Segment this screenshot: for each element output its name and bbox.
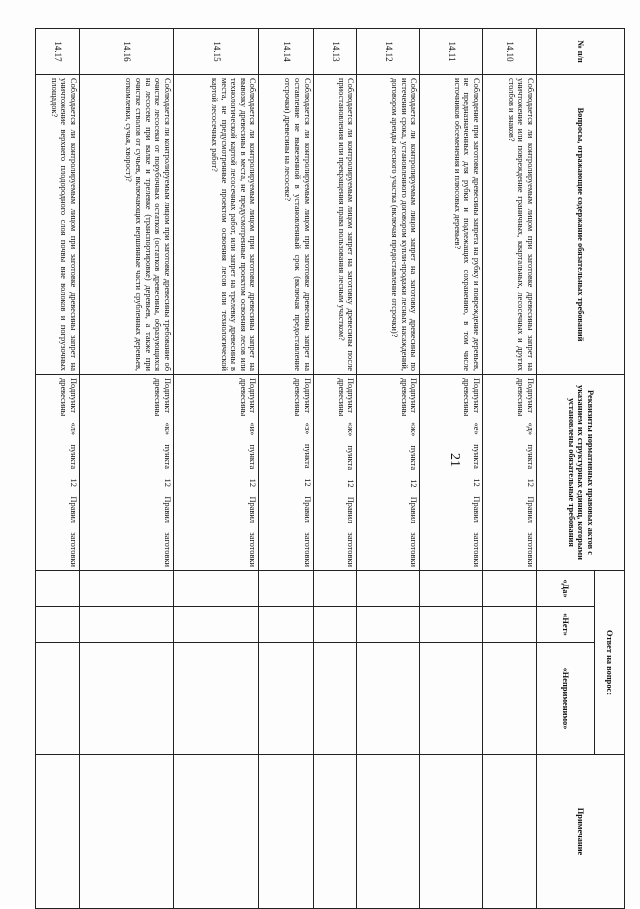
table-row [482,29,536,909]
answer-no-cell [482,607,536,643]
answer-yes-cell [482,571,536,607]
note-cell [36,755,80,909]
table-row [259,29,313,909]
row-requisite: Подпункт «ж» пункта 12 Правил заготовки древесины [313,375,357,571]
row-number: 14.17 [36,29,80,75]
row-number: 14.16 [79,29,173,75]
answer-no-cell [79,607,173,643]
answer-no-cell [173,607,259,643]
row-number: 14.13 [313,29,357,75]
note-cell [357,755,420,909]
answer-na-cell [420,643,483,755]
answer-no-cell [357,607,420,643]
note-cell [259,755,313,909]
row-question: Соблюдается ли контролируемым лицом запрет на заготовку древесины по истечении срока, установленного договором купли-продажи лесных насаждений, договором аренды лесного участка (включая предоставление отсрочки)? [357,75,420,375]
row-number: 14.15 [173,29,259,75]
answer-yes-cell [173,571,259,607]
row-requisite: Подпункт «д» пункта 12 Правил заготовки древесины [482,375,536,571]
header-answer: Ответ на вопрос: [595,571,625,755]
header-no: «Нет» [537,607,595,643]
answer-yes-cell [313,571,357,607]
answer-na-cell [36,643,80,755]
answer-no-cell [259,607,313,643]
row-requisite: Подпункт «е» пункта 12 Правил заготовки древесины [420,375,483,571]
table-row [173,29,259,909]
row-requisite: Подпункт «л» пункта 12 Правил заготовки древесины [36,375,80,571]
answer-yes-cell [357,571,420,607]
note-cell [79,755,173,909]
answer-na-cell [259,643,313,755]
note-cell [173,755,259,909]
table-row [36,29,80,909]
row-question: Соблюдение при заготовке древесины запрета на рубку и повреждение деревьев, не предназначенных для рубки и подлежащих сохранению, в том числе источников обсеменения и плюсовых деревьев? [420,75,483,375]
row-requisite: Подпункт «и» пункта 12 Правил заготовки древесины [173,375,259,571]
requirements-table [35,28,625,909]
row-question: Соблюдается ли контролируемым лицом при заготовке древесины запрет на вывозку древесины в места, не предусмотренные проектом освоения лесов или технологической картой лесосечных работ, или запрет на трелевку древесины в места, не предусмотренные проектом освоения лесов или технологической картой лесосечных работ? [173,75,259,375]
note-cell [420,755,483,909]
row-question: Соблюдается ли контролируемым лицом при заготовке древесины запрет на уничтожение или повреждение граничных, квартальных, лесосечных и других столбов и знаков? [482,75,536,375]
answer-no-cell [313,607,357,643]
header-question: Вопросы, отражающие содержание обязательных требований [537,75,625,375]
header-yes: «Да» [537,571,595,607]
note-cell [482,755,536,909]
header-num: № п/п [537,29,625,75]
answer-na-cell [482,643,536,755]
table-row [79,29,173,909]
answer-yes-cell [79,571,173,607]
answer-na-cell [357,643,420,755]
row-number: 14.12 [357,29,420,75]
answer-na-cell [79,643,173,755]
answer-na-cell [173,643,259,755]
answer-no-cell [420,607,483,643]
header-note: Примечание [537,755,625,909]
row-question: Соблюдается ли контролируемым лицом при заготовке древесины запрет на уничтожение верхнего плодородного слоя почвы вне волоков и погрузочных площадок? [36,75,80,375]
row-requisite: Подпункт «ж» пункта 12 Правил заготовки древесины [357,375,420,571]
row-number: 14.11 [420,29,483,75]
table-row [313,29,357,909]
answer-na-cell [313,643,357,755]
header-requisites: Реквизиты нормативных правовых актов с указанием их структурных единиц, которыми установлены обязательные требования [537,375,625,571]
answer-yes-cell [259,571,313,607]
page-number: 21 [447,453,462,467]
rotated-table-container [35,28,625,908]
table-row [420,29,483,909]
row-question: Соблюдается ли контролируемым лицом при заготовке древесины запрет на оставление не вывезенной в установленный срок (включая предоставление отсрочки) древесины на лесосеке? [259,75,313,375]
table-row [357,29,420,909]
row-question: Соблюдается ли контролируемым лицом при заготовке древесины требование об очистке лесосеки от порубочных остатков (остатков древесины, образующихся на лесосеке при валке и трелевке (транспортировке) деревьев, а также при очистке стволов от сучьев, включающих вершинные части срубленных деревьев, откомлевки, сучья, хворост)? [79,75,173,375]
note-cell [313,755,357,909]
row-requisite: Подпункт «к» пункта 12 Правил заготовки древесины [79,375,173,571]
row-number: 14.10 [482,29,536,75]
row-number: 14.14 [259,29,313,75]
row-requisite: Подпункт «з» пункта 12 Правил заготовки древесины [259,375,313,571]
answer-yes-cell [36,571,80,607]
row-question: Соблюдается ли контролируемым лицом запрет на заготовку древесины после приостановления или прекращения права пользования лесным участком? [313,75,357,375]
header-na: «Неприменимо» [537,643,595,755]
answer-no-cell [36,607,80,643]
answer-yes-cell [420,571,483,607]
